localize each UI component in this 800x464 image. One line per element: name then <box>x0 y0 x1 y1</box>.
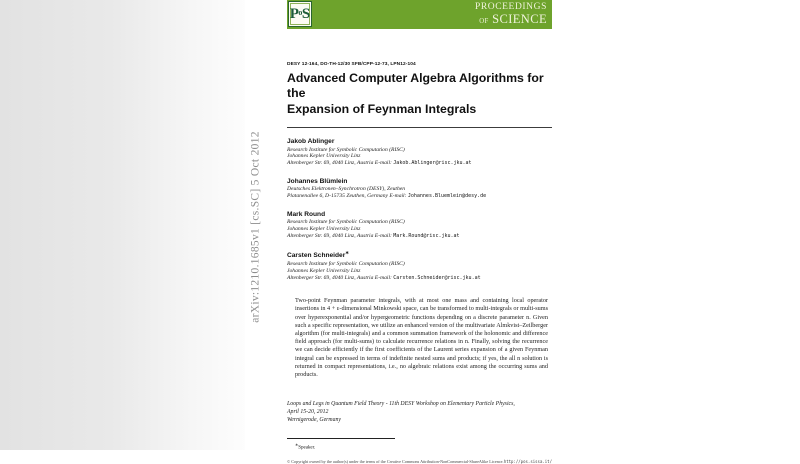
speaker-marker: ∗ <box>345 250 350 256</box>
author-block <box>287 138 552 167</box>
speaker-footnote-text: Speaker. <box>298 445 316 451</box>
author-address <box>287 275 552 282</box>
pos-logo <box>288 1 312 27</box>
copyright-bar <box>287 459 552 464</box>
paper-page <box>245 0 565 464</box>
wordmark-of: OF <box>479 17 489 25</box>
paper-title <box>287 71 552 117</box>
author-name-text: Carsten Schneider <box>287 252 346 260</box>
conference-line1: Loops and Legs in Quantum Field Theory - 11th DESY Workshop on Elementary Particle Physics, <box>287 401 515 408</box>
author-address <box>287 233 552 240</box>
author-address <box>287 160 552 167</box>
abstract-text: Two-point Feynman parameter integrals, with at most one mass and containing local operator insertions in 4 + ε-dimensional Minkowski space, can be transformed to multi-integrals or multi-sums over hyperexponential and/or hypergeometric functions depending on a discrete parameter n. Given such a specific representation, we utilize an enhanced version of the multivariate Almkvist–Zeilberger algorithm (for multi-integrals) and a common summation framework of the holonomic and difference field approach (for multi-sums) to calculate recurrence relations in n. Finally, solving the recurrence we can decide efficiently if the first coefficients of the Laurent series expansion of a given Feynman integral can be expressed in terms of indefinite nested sums and products; if yes, the all n solution is returned in compact representations, i.e., no algebraic relations exist among the occurring sums and products. <box>295 297 548 378</box>
wordmark-line2 <box>475 13 547 26</box>
author-affiliation: Research Institute for Symbolic Computation (RISC) <box>287 219 405 226</box>
pos-banner <box>287 0 552 29</box>
arxiv-stamp: arXiv:1210.1685v1 [cs.SC] 5 Oct 2012 <box>249 131 262 323</box>
author-block <box>287 250 552 281</box>
author-block <box>287 178 552 200</box>
author-email-link[interactable]: Johannes.Bluemlein@desy.de <box>407 193 487 200</box>
wordmark-line1: PROCEEDINGS <box>474 2 547 12</box>
author-name: Johannes Blümlein <box>287 177 348 185</box>
author-affiliation: Johannes Kepler University Linz <box>287 225 361 232</box>
report-numbers: DESY 12-164, DO-TH-12/30 SFB/CPP-12-73, LPN12-104 <box>287 62 416 67</box>
wordmark-science: SCIENCE <box>492 11 547 26</box>
footnote-divider <box>287 438 395 439</box>
author-address-text: Platanenallee 6, D-15735 Zeuthen, Germany E-mail: <box>287 193 407 200</box>
author-name: Mark Round <box>287 210 326 218</box>
pos-site-link[interactable]: http://pos.sissa.it/ <box>503 459 552 464</box>
author-list <box>287 138 552 281</box>
speaker-footnote-marker: ∗ <box>295 442 299 447</box>
title-divider <box>287 127 552 128</box>
author-affiliation: Research Institute for Symbolic Computation (RISC) <box>287 146 405 153</box>
author-email-link[interactable]: Carsten.Schneider@risc.jku.at <box>393 274 481 281</box>
author-address <box>287 193 552 200</box>
author-block <box>287 211 552 240</box>
author-affiliation: Johannes Kepler University Linz <box>287 267 361 274</box>
author-address-text: Altenberger Str. 69, 4040 Linz, Austria E-mail: <box>287 160 392 167</box>
viewer-background <box>0 0 246 450</box>
author-address-text: Altenberger Str. 69, 4040 Linz, Austria E-mail: <box>287 232 392 239</box>
author-name: Jakob Ablinger <box>287 138 335 146</box>
author-address-text: Altenberger Str. 69, 4040 Linz, Austria E-mail: <box>287 274 392 281</box>
pos-logo-letter: P <box>289 5 299 22</box>
author-email-link[interactable]: Jakob.Ablinger@risc.jku.at <box>393 160 472 167</box>
author-email-link[interactable]: Mark.Round@risc.jku.at <box>393 232 460 239</box>
paper-title-line1: Advanced Computer Algebra Algorithms for the <box>287 71 544 101</box>
conference-info <box>287 401 552 424</box>
copyright-notice: © Copyright owned by the author(s) under the terms of the Creative Commons Attribution-NonCommercial-ShareAlike Licence. <box>287 459 504 464</box>
speaker-footnote <box>295 442 552 451</box>
pos-logo-letter: S <box>301 5 311 22</box>
paper-title-line2: Expansion of Feynman Integrals <box>287 101 477 116</box>
proceedings-of-science-wordmark <box>475 0 552 29</box>
conference-line3: Wernigerode, Germany <box>287 416 341 423</box>
author-name <box>287 250 552 261</box>
author-affiliation: Deutsches Elektronen–Synchrotron (DESY), Zeuthen <box>287 186 406 193</box>
author-affiliation: Research Institute for Symbolic Computation (RISC) <box>287 261 405 268</box>
conference-line2: April 15-20, 2012 <box>287 408 329 415</box>
author-affiliation: Johannes Kepler University Linz <box>287 153 361 160</box>
pos-logo-letter: o <box>298 8 303 17</box>
paper-content <box>287 29 552 464</box>
